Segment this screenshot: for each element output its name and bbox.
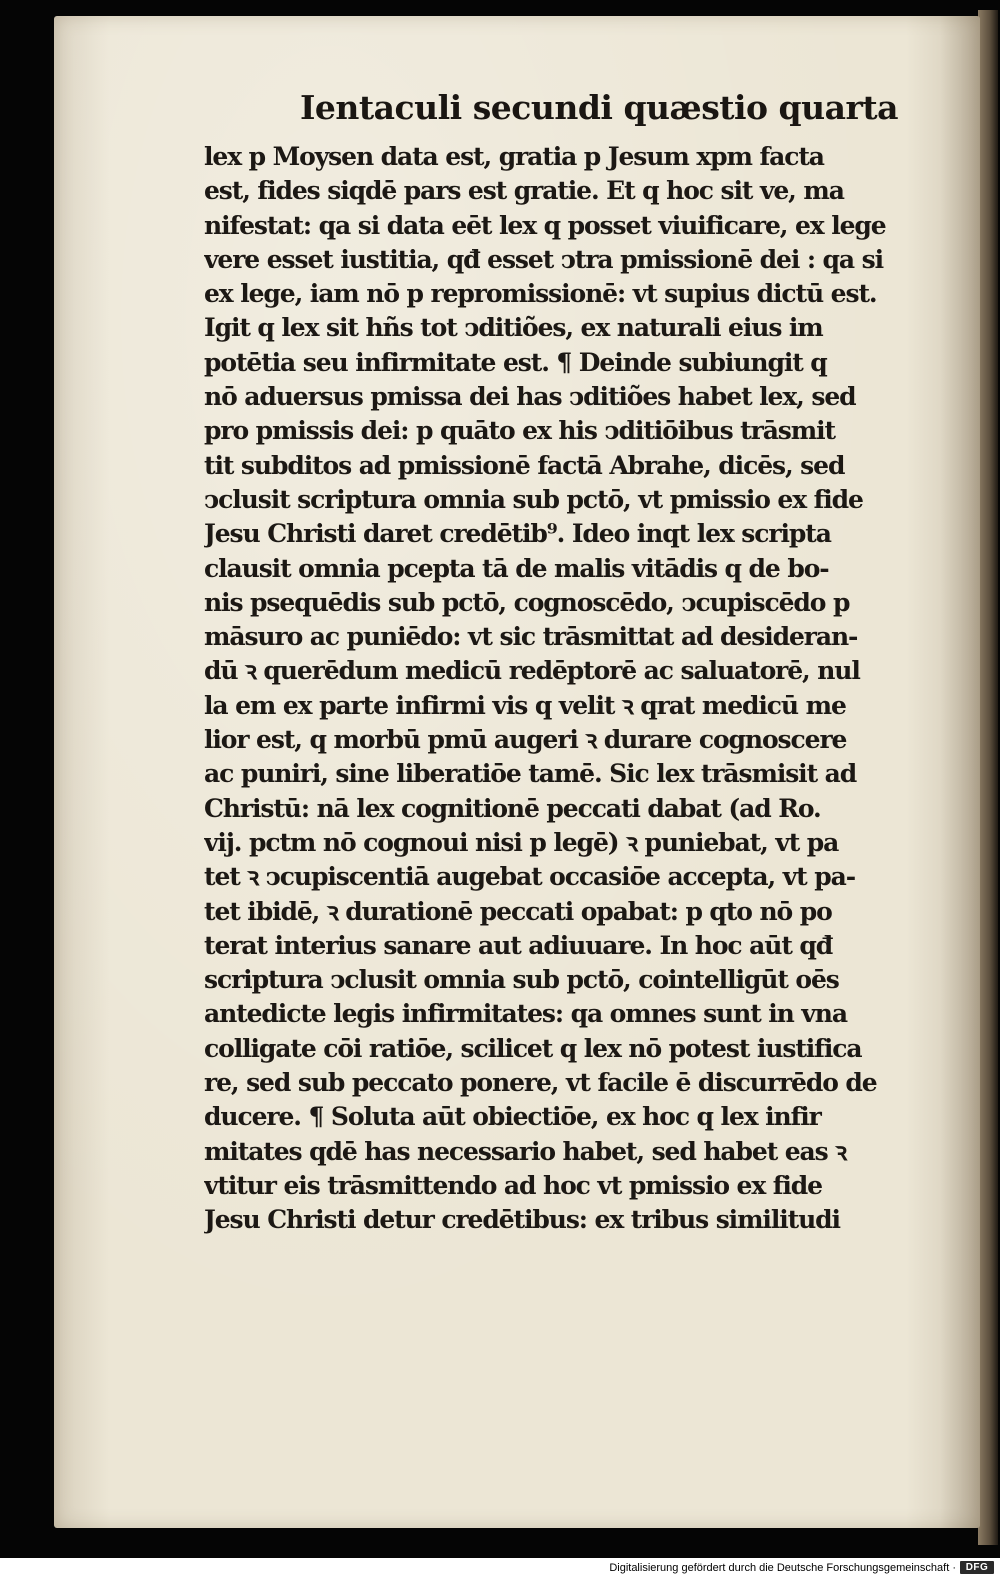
text-line: vere esset iustitia, qđ esset ↄtra pmissionē dei : qa si [204, 244, 884, 274]
footer-bar [0, 1558, 1000, 1576]
text-line: Igit q lex sit hñs tot ↄditiões, ex naturali eius im [204, 313, 823, 343]
text-line: Jesu Christi detur credētibus: ex tribus similitudi [204, 1205, 840, 1235]
text-line: tet ꝛ ↄcupiscentiā augebat occasiōe accepta, vt pa- [204, 862, 855, 892]
text-line: nifestat: qa si data eēt lex q posset viuificare, ex lege [204, 210, 886, 240]
text-line: nis psequēdis sub pctō, cognoscēdo, ↄcupiscēdo p [204, 587, 850, 617]
text-line: lior est, q morbū pmū augeri ꝛ durare cognoscere [204, 725, 847, 755]
text-line: dū ꝛ querēdum medicū redēptorē ac saluatorē, nul [204, 656, 860, 686]
text-line: ac puniri, sine liberatiōe tamē. Sic lex trāsmisit ad [204, 759, 857, 789]
text-line: tit subditos ad pmissionē factā Abrahe, dicēs, sed [204, 450, 845, 480]
running-head: Ientaculi secundi quæstio quarta [300, 88, 899, 127]
text-line: vtitur eis trāsmittendo ad hoc vt pmissio ex fide [204, 1170, 822, 1200]
text-line: est, fides siqdē pars est gratie. Et q hoc sit ve, ma [204, 176, 844, 206]
text-line: terat interius sanare aut adiuuare. In hoc aūt qđ [204, 930, 833, 960]
text-line: ex lege, iam nō p repromissionē: vt supius dictū est. [204, 279, 877, 309]
text-line: ↄclusit scriptura omnia sub pctō, vt pmissio ex fide [204, 484, 863, 514]
page-edge [978, 10, 998, 1545]
text-line: Jesu Christi daret credētib⁹. Ideo inqt lex scripta [204, 519, 831, 549]
text-line: la em ex parte infirmi vis q velit ꝛ qrat medicū me [204, 690, 846, 720]
text-line: tet ibidē, ꝛ durationē peccati opabat: p qto nō po [204, 896, 832, 926]
text-line: lex p Moysen data est, gratia p Jesum xpm facta [204, 142, 824, 171]
text-line: potētia seu infirmitate est. ¶ Deinde subiungit q [204, 347, 827, 377]
text-line: scriptura ↄclusit omnia sub pctō, cointelligūt oēs [204, 965, 839, 995]
dfg-logo: DFG [960, 1561, 994, 1574]
text-line: Christū: nā lex cognitionē peccati dabat (ad Ro. [204, 793, 821, 823]
text-line: pro pmissis dei: p quāto ex his ↄditiōibus trāsmit [204, 416, 835, 446]
text-line: clausit omnia pcepta tā de malis vitādis q de bo- [204, 553, 829, 583]
text-line: colligate cōi ratiōe, scilicet q lex nō potest iustifica [204, 1033, 862, 1063]
text-line: mitates qdē has necessario habet, sed habet eas ꝛ [204, 1136, 846, 1166]
page-shadow [940, 16, 980, 1528]
digitization-credit: Digitalisierung gefördert durch die Deutsche Forschungsgemeinschaft · [609, 1562, 956, 1574]
text-line: māsuro ac puniēdo: vt sic trāsmittat ad desideran- [204, 622, 858, 652]
text-line: vij. pctm nō cognoui nisi p legē) ꝛ puniebat, vt pa [204, 827, 839, 857]
text-line: nō aduersus pmissa dei has ↄditiões habet lex, sed [204, 382, 856, 412]
text-line: antedicte legis infirmitates: qa omnes sunt in vna [204, 999, 847, 1029]
text-line: re, sed sub peccato ponere, vt facile ē discurrēdo de [204, 1068, 877, 1098]
text-line: ducere. ¶ Soluta aūt obiectiōe, ex hoc q lex infir [204, 1102, 821, 1132]
body-text [204, 140, 924, 1238]
